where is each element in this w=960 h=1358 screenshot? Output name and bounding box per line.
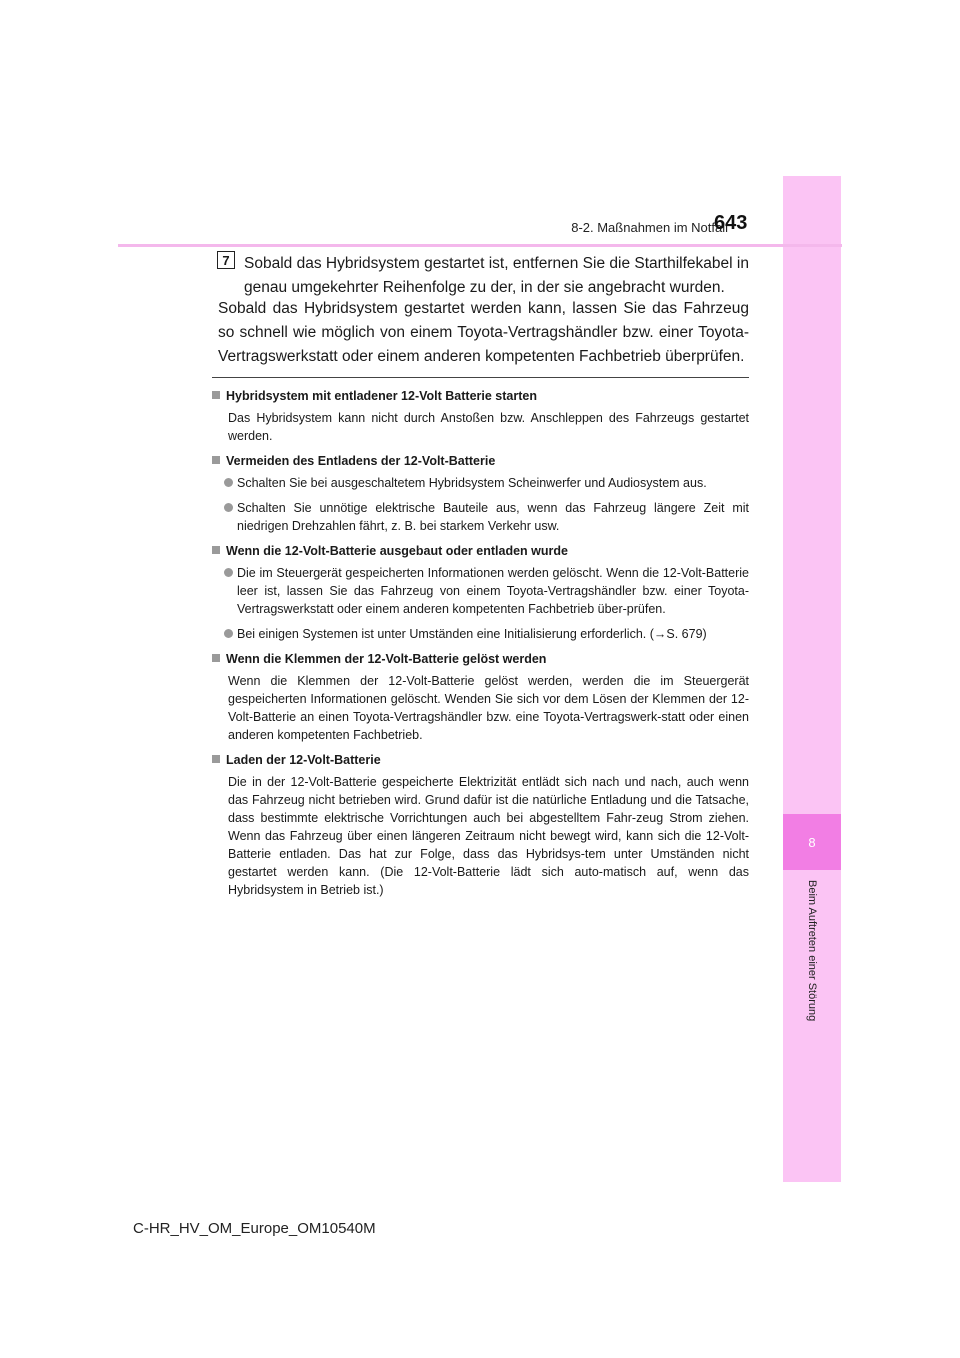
bullet-item: Schalten Sie unnötige elektrische Bauteile aus, wenn das Fahrzeug längere Zeit mit niedrigen Drehzahlen fährt, z. B. bei starkem Verkehr usw.	[224, 499, 749, 535]
step-number-badge: 7	[217, 251, 235, 269]
note-heading: Hybridsystem mit entladener 12-Volt Batterie starten	[212, 387, 749, 405]
circle-bullet-icon	[224, 629, 233, 638]
square-bullet-icon	[212, 456, 220, 464]
step-text: Sobald das Hybridsystem gestartet ist, entfernen Sie die Starthilfekabel in genau umgekehrter Reihenfolge zu der, in der sie angebracht wurden.	[244, 255, 749, 296]
circle-bullet-icon	[224, 478, 233, 487]
notes-section	[212, 387, 749, 906]
note-body: Die in der 12-Volt-Batterie gespeicherte Elektrizität entlädt sich nach und nach, auch wenn das Fahrzeug nicht betrieben wird. Grund dafür ist die natürliche Entladung und die Tatsache, dass bestimmte elektrische Vorrichtungen auch bei abgestelltem Fahr-zeug Strom ziehen. Wenn das Fahrzeug über einen längeren Zeitraum nicht bewegt wird, kann sich die 12-Volt-Batterie entladen. Das hat zur Folge, dass das Hybridsys-tem unter Umständen nicht gestartet werden kann. (Die 12-Volt-Batterie lädt sich auto-matisch auf, wenn das Hybridsystem in Betrieb ist.)	[228, 775, 749, 897]
note-block	[212, 650, 749, 744]
bullet-item: Schalten Sie bei ausgeschaltetem Hybridsystem Scheinwerfer und Audiosystem aus.	[224, 474, 749, 492]
note-block	[212, 751, 749, 899]
note-heading: Wenn die 12-Volt-Batterie ausgebaut oder entladen wurde	[212, 542, 749, 560]
note-body: Wenn die Klemmen der 12-Volt-Batterie gelöst werden, werden die im Steuergerät gespeicherten Informationen gelöscht. Wenden Sie sich vor dem Lösen der Klemmen der 12-Volt-Batterie an einen Toyota-Vertragshändler bzw. eine Toyota-Vertragswerk-statt oder einen anderen kompetenten Fachbetrieb.	[228, 674, 749, 742]
note-block	[212, 452, 749, 535]
note-heading: Laden der 12-Volt-Batterie	[212, 751, 749, 769]
circle-bullet-icon	[224, 503, 233, 512]
circle-bullet-icon	[224, 568, 233, 577]
square-bullet-icon	[212, 546, 220, 554]
chapter-number-tab: 8	[783, 814, 841, 870]
note-heading: Wenn die Klemmen der 12-Volt-Batterie gelöst werden	[212, 650, 749, 668]
page-number: 643	[714, 212, 748, 234]
note-heading: Vermeiden des Entladens der 12-Volt-Batterie	[212, 452, 749, 470]
section-title: 8-2. Maßnahmen im Notfall	[571, 220, 728, 235]
chapter-title-vertical: Beim Auftreten einer Störung	[806, 880, 818, 1022]
step-note: Sobald das Hybridsystem gestartet werden kann, lassen Sie das Fahrzeug so schnell wie möglich von einem Toyota-Vertragshändler bzw. einer Toyota-Vertragswerkstatt oder einem anderen kompetenten Fachbetrieb überprüfen.	[218, 300, 749, 365]
bullet-item: Die im Steuergerät gespeicherten Informationen werden gelöscht. Wenn die 12-Volt-Batterie leer ist, lassen Sie das Fahrzeug von einem Toyota-Vertragshändler bzw. einer Toyota-Vertragswerkstatt oder einem anderen kompetenten Fachbetrieb über-prüfen.	[224, 564, 749, 618]
square-bullet-icon	[212, 391, 220, 399]
divider	[212, 377, 749, 378]
bullet-item: Bei einigen Systemen ist unter Umständen eine Initialisierung erforderlich. (→S. 679)	[224, 625, 749, 643]
document-code: C-HR_HV_OM_Europe_OM10540M	[133, 1220, 376, 1237]
note-body: Das Hybridsystem kann nicht durch Anstoßen bzw. Anschleppen des Fahrzeugs gestartet werden.	[228, 411, 749, 443]
header-rule	[118, 244, 842, 247]
note-block	[212, 542, 749, 643]
square-bullet-icon	[212, 755, 220, 763]
square-bullet-icon	[212, 654, 220, 662]
note-block	[212, 387, 749, 445]
